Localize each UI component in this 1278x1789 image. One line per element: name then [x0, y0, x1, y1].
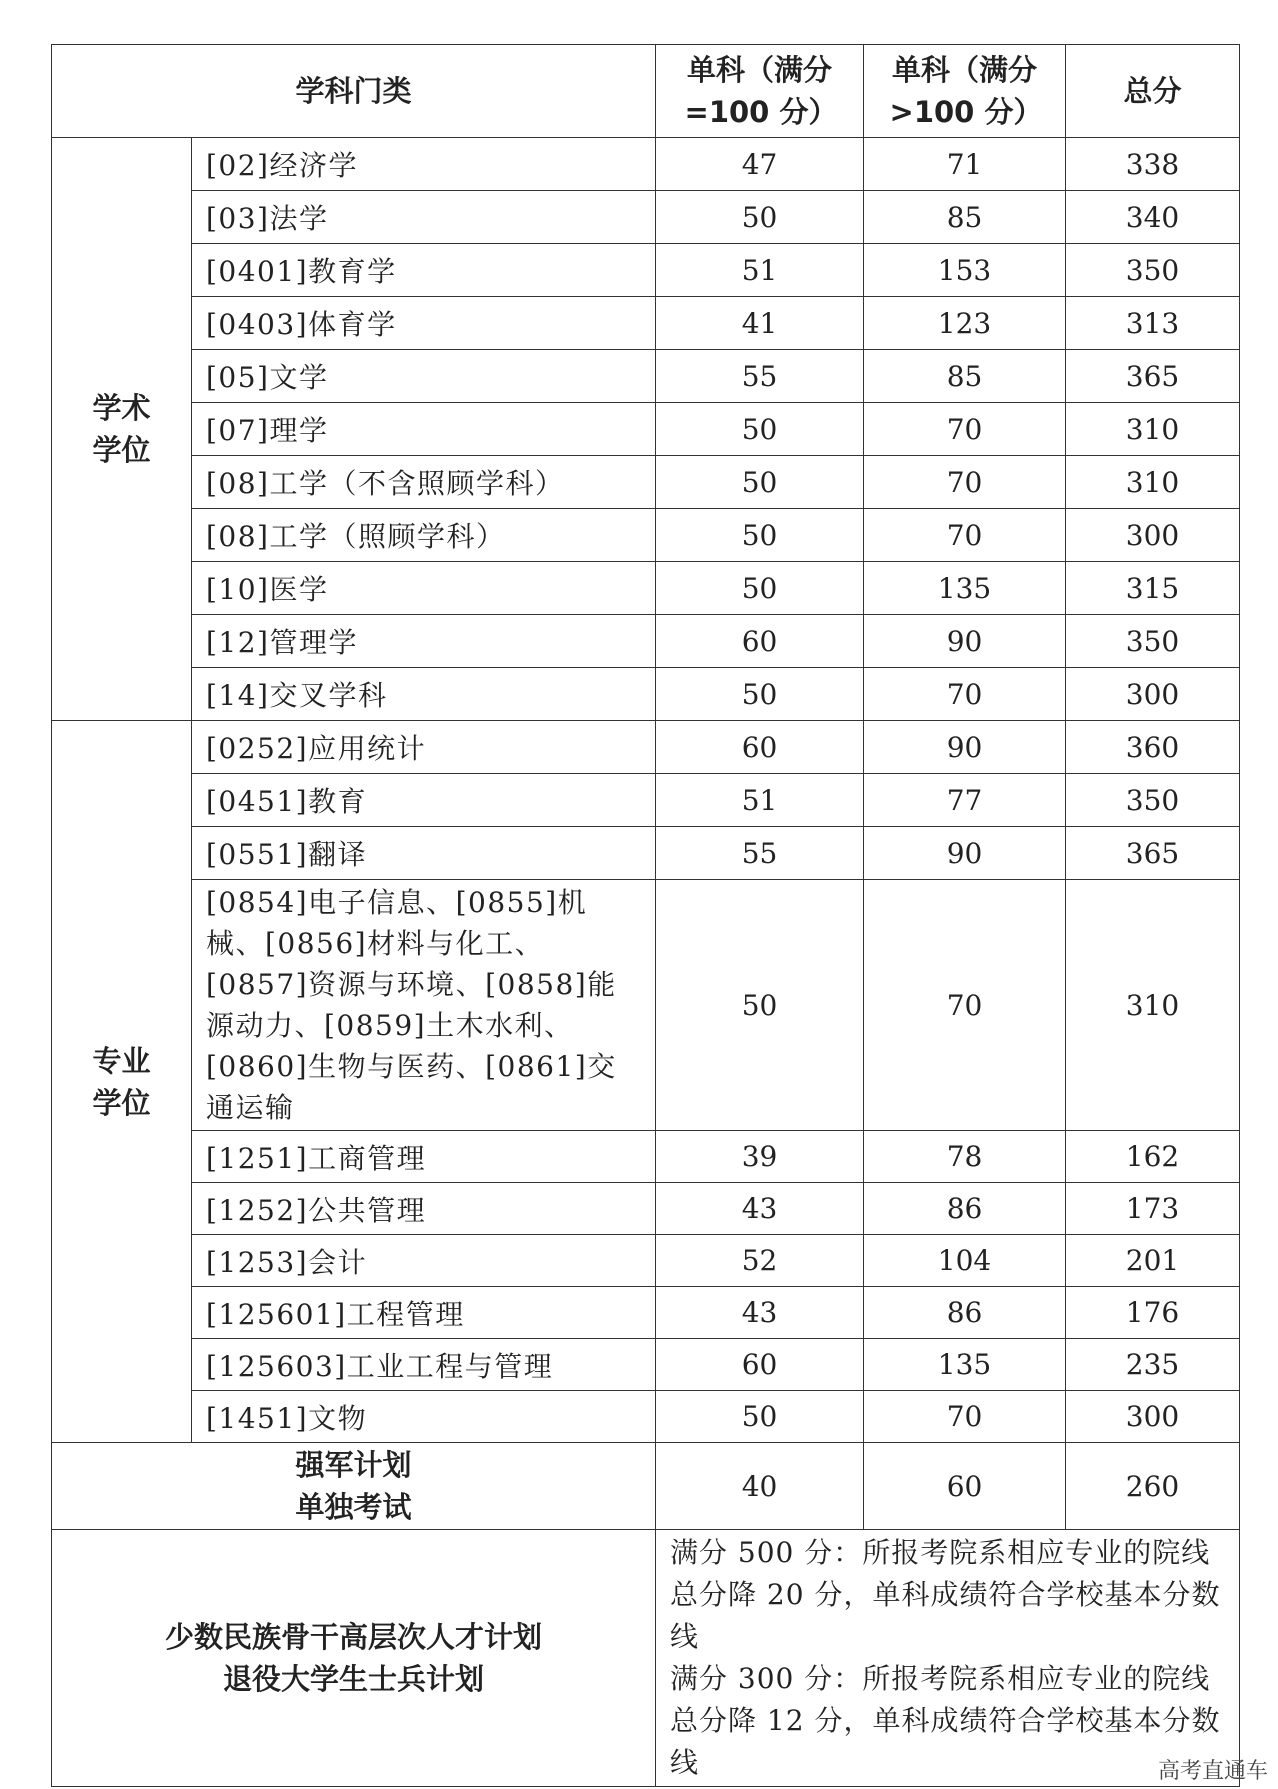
row-subject: [0403]体育学 [192, 297, 656, 350]
row-score-gt100: 70 [864, 880, 1066, 1131]
row-score-100: 50 [656, 562, 864, 615]
table-row [52, 1339, 1240, 1391]
table-row [52, 668, 1240, 721]
qiangjun-line1: 强军计划 [295, 1448, 412, 1482]
row-score-gt100: 135 [864, 562, 1066, 615]
table-row [52, 615, 1240, 668]
row-total: 338 [1066, 138, 1240, 191]
table-row [52, 350, 1240, 403]
row-score-gt100: 86 [864, 1183, 1066, 1235]
row-subject: [12]管理学 [192, 615, 656, 668]
qiangjun-score-gt100: 60 [864, 1443, 1066, 1530]
row-score-100: 60 [656, 1339, 864, 1391]
row-score-gt100: 77 [864, 774, 1066, 827]
row-score-100: 50 [656, 668, 864, 721]
table-row [52, 1287, 1240, 1339]
row-total: 162 [1066, 1131, 1240, 1183]
row-score-100: 50 [656, 403, 864, 456]
row-subject: [05]文学 [192, 350, 656, 403]
row-score-100: 60 [656, 721, 864, 774]
academic-degree-label [52, 138, 192, 721]
row-score-100: 50 [656, 509, 864, 562]
row-subject: [08]工学（照顾学科） [192, 509, 656, 562]
row-score-gt100: 90 [864, 721, 1066, 774]
row-score-gt100: 104 [864, 1235, 1066, 1287]
row-score-gt100: 86 [864, 1287, 1066, 1339]
row-total: 350 [1066, 615, 1240, 668]
watermark-text: 高考直通车 [1157, 1759, 1268, 1784]
row-total: 313 [1066, 297, 1240, 350]
table-row [52, 191, 1240, 244]
row-subject: [08]工学（不含照顾学科） [192, 456, 656, 509]
row-total: 365 [1066, 827, 1240, 880]
row-total: 173 [1066, 1183, 1240, 1235]
row-score-100: 51 [656, 774, 864, 827]
row-total: 176 [1066, 1287, 1240, 1339]
special-plan-label [52, 1530, 656, 1787]
row-score-100: 55 [656, 350, 864, 403]
row-score-gt100: 90 [864, 615, 1066, 668]
row-subject: [1451]文物 [192, 1391, 656, 1443]
row-total: 365 [1066, 350, 1240, 403]
special-plan-notes [656, 1530, 1240, 1787]
row-score-100: 47 [656, 138, 864, 191]
row-score-100: 60 [656, 615, 864, 668]
table-row [52, 456, 1240, 509]
table-row-qiangjun [52, 1443, 1240, 1530]
row-score-gt100: 135 [864, 1339, 1066, 1391]
row-score-gt100: 153 [864, 244, 1066, 297]
row-total: 315 [1066, 562, 1240, 615]
row-score-gt100: 71 [864, 138, 1066, 191]
row-score-100: 50 [656, 1391, 864, 1443]
header-total: 总分 [1066, 45, 1240, 138]
special-line1: 少数民族骨干高层次人才计划 [165, 1620, 543, 1654]
table-row [52, 721, 1240, 774]
row-total: 235 [1066, 1339, 1240, 1391]
professional-degree-label [52, 721, 192, 1443]
row-subject: [10]医学 [192, 562, 656, 615]
qiangjun-line2: 单独考试 [295, 1490, 412, 1524]
row-total: 360 [1066, 721, 1240, 774]
row-subject: [07]理学 [192, 403, 656, 456]
table-row [52, 774, 1240, 827]
row-total: 300 [1066, 509, 1240, 562]
qiangjun-total: 260 [1066, 1443, 1240, 1530]
table-row [52, 880, 1240, 1131]
table-row [52, 509, 1240, 562]
row-score-100: 50 [656, 191, 864, 244]
score-table [51, 44, 1240, 1787]
table-row [52, 138, 1240, 191]
header-single-gt100: 单科（满分>100 分） [864, 45, 1066, 138]
row-subject: [0401]教育学 [192, 244, 656, 297]
row-subject: [0551]翻译 [192, 827, 656, 880]
table-row [52, 562, 1240, 615]
row-total: 340 [1066, 191, 1240, 244]
row-score-gt100: 123 [864, 297, 1066, 350]
row-score-gt100: 78 [864, 1131, 1066, 1183]
row-total: 310 [1066, 880, 1240, 1131]
row-subject: [0854]电子信息、[0855]机械、[0856]材料与化工、[0857]资源与环境、[0858]能源动力、[0859]土木水利、[0860]生物与医药、[0861]交通运输 [192, 880, 656, 1131]
row-score-100: 43 [656, 1287, 864, 1339]
qiangjun-score-100: 40 [656, 1443, 864, 1530]
row-score-100: 43 [656, 1183, 864, 1235]
row-subject: [125603]工业工程与管理 [192, 1339, 656, 1391]
table-row [52, 1131, 1240, 1183]
table-row [52, 1235, 1240, 1287]
row-score-gt100: 70 [864, 509, 1066, 562]
row-score-gt100: 70 [864, 1391, 1066, 1443]
row-score-100: 52 [656, 1235, 864, 1287]
row-score-gt100: 70 [864, 403, 1066, 456]
row-score-100: 50 [656, 456, 864, 509]
row-subject: [1252]公共管理 [192, 1183, 656, 1235]
row-subject: [125601]工程管理 [192, 1287, 656, 1339]
special-note-500: 满分 500 分：所报考院系相应专业的院线总分降 20 分，单科成绩符合学校基本分数线 [670, 1536, 1221, 1653]
row-subject: [1251]工商管理 [192, 1131, 656, 1183]
row-total: 350 [1066, 774, 1240, 827]
row-score-100: 50 [656, 880, 864, 1131]
row-subject: [1253]会计 [192, 1235, 656, 1287]
special-note-300: 满分 300 分：所报考院系相应专业的院线总分降 12 分，单科成绩符合学校基本分数线 [670, 1662, 1221, 1779]
row-total: 300 [1066, 1391, 1240, 1443]
row-subject: [0252]应用统计 [192, 721, 656, 774]
row-total: 201 [1066, 1235, 1240, 1287]
row-subject: [0451]教育 [192, 774, 656, 827]
special-line2: 退役大学生士兵计划 [223, 1662, 485, 1696]
table-row [52, 297, 1240, 350]
row-score-100: 55 [656, 827, 864, 880]
qiangjun-label [52, 1443, 656, 1530]
header-category: 学科门类 [52, 45, 656, 138]
professional-degree-label-text: 专业学位 [92, 1043, 151, 1120]
row-subject: [02]经济学 [192, 138, 656, 191]
header-single-100: 单科（满分=100 分） [656, 45, 864, 138]
row-subject: [14]交叉学科 [192, 668, 656, 721]
row-subject: [03]法学 [192, 191, 656, 244]
academic-degree-label-text: 学术学位 [92, 391, 151, 467]
row-score-100: 51 [656, 244, 864, 297]
row-score-100: 41 [656, 297, 864, 350]
row-total: 350 [1066, 244, 1240, 297]
row-score-gt100: 70 [864, 456, 1066, 509]
row-score-gt100: 70 [864, 668, 1066, 721]
table-row-special [52, 1530, 1240, 1787]
row-score-100: 39 [656, 1131, 864, 1183]
header-row [52, 45, 1240, 138]
row-total: 310 [1066, 403, 1240, 456]
table-row [52, 1183, 1240, 1235]
row-total: 310 [1066, 456, 1240, 509]
row-score-gt100: 85 [864, 191, 1066, 244]
row-score-gt100: 90 [864, 827, 1066, 880]
table-row [52, 1391, 1240, 1443]
table-row [52, 827, 1240, 880]
row-score-gt100: 85 [864, 350, 1066, 403]
table-row [52, 403, 1240, 456]
row-total: 300 [1066, 668, 1240, 721]
table-row [52, 244, 1240, 297]
